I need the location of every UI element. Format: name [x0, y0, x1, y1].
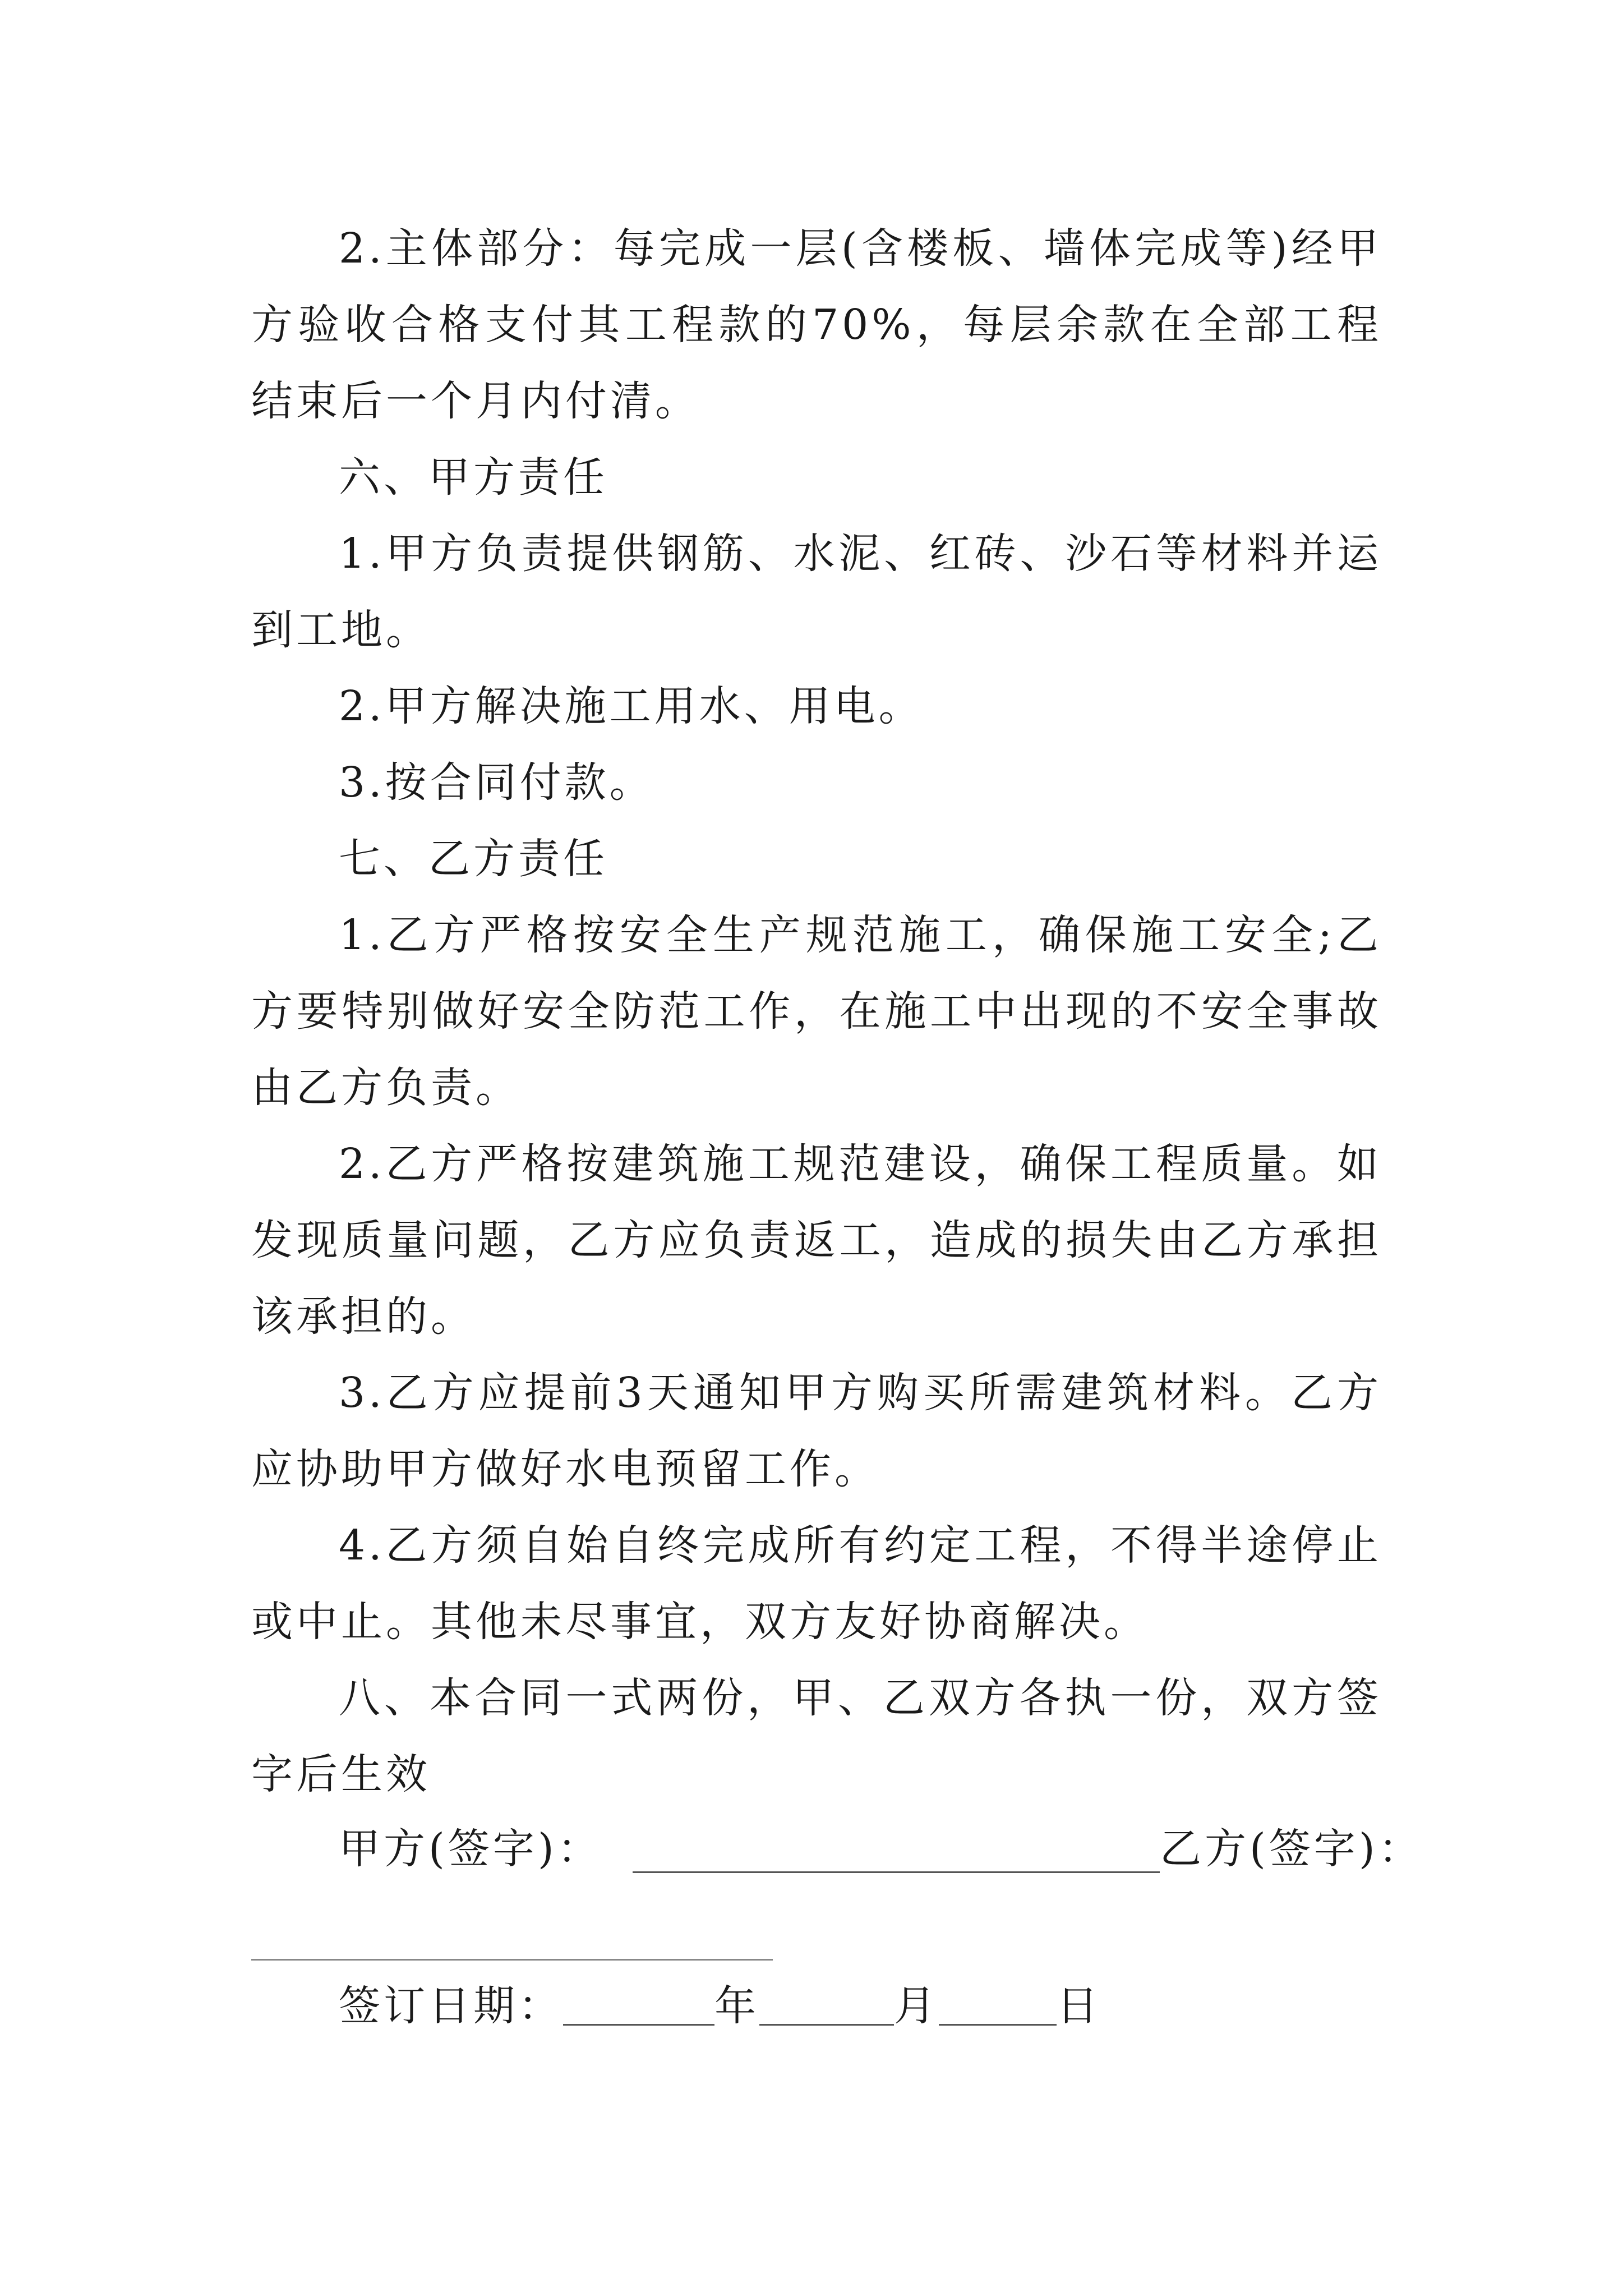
clause-payment-main: 2.主体部分：每完成一层(含楼板、墙体完成等)经甲方验收合格支付其工程款的70%，每层余款在全部工程结束后一个月内付清。: [251, 224, 1382, 425]
signing-date-label: 签订日期：: [339, 1982, 563, 2030]
clause-party-b-2: 2.乙方严格按建筑施工规范建设，确保工程质量。如发现质量问题，乙方应负责返工，造成的损失由乙方承担该承担的。: [251, 1140, 1382, 1341]
clause-party-a-2: 2.甲方解决施工用水、用电。: [339, 682, 924, 730]
day-label: 日: [1057, 1982, 1101, 2030]
party-b-signature-label: 乙方(签字)：: [1160, 1825, 1423, 1873]
clause-party-a-3: 3.按合同付款。: [339, 758, 654, 807]
signing-date-row: [339, 1968, 1101, 2046]
clause-copies-effect: 八、本合同一式两份，甲、乙双方各执一份，双方签字后生效: [251, 1674, 1382, 1798]
year-label: 年: [714, 1982, 759, 2030]
section-heading-party-b: 七、乙方责任: [339, 835, 608, 883]
party-a-signature-label: 甲方(签字)：: [339, 1825, 602, 1873]
year-blank[interactable]: [563, 1968, 714, 2026]
clause-party-b-1: 1.乙方严格按安全生产规范施工，确保施工安全;乙方要特别做好安全防范工作，在施工中出现的不安全事故由乙方负责。: [251, 911, 1382, 1112]
month-blank[interactable]: [759, 1968, 894, 2026]
section-heading-party-a: 六、甲方责任: [339, 453, 608, 501]
month-label: 月: [894, 1982, 939, 2030]
signature-row: [251, 1811, 1423, 1889]
contract-body: [251, 210, 1382, 1812]
party-b-signature-line[interactable]: [251, 1959, 773, 1961]
party-a-signature-line[interactable]: [633, 1871, 1160, 1873]
clause-party-a-1: 1.甲方负责提供钢筋、水泥、红砖、沙石等材料并运到工地。: [251, 530, 1382, 654]
clause-party-b-3: 3.乙方应提前3天通知甲方购买所需建筑材料。乙方应协助甲方做好水电预留工作。: [251, 1369, 1382, 1493]
clause-party-b-4: 4.乙方须自始自终完成所有约定工程，不得半途停止或中止。其他未尽事宜，双方友好协商解决。: [251, 1521, 1382, 1646]
day-blank[interactable]: [939, 1968, 1057, 2026]
